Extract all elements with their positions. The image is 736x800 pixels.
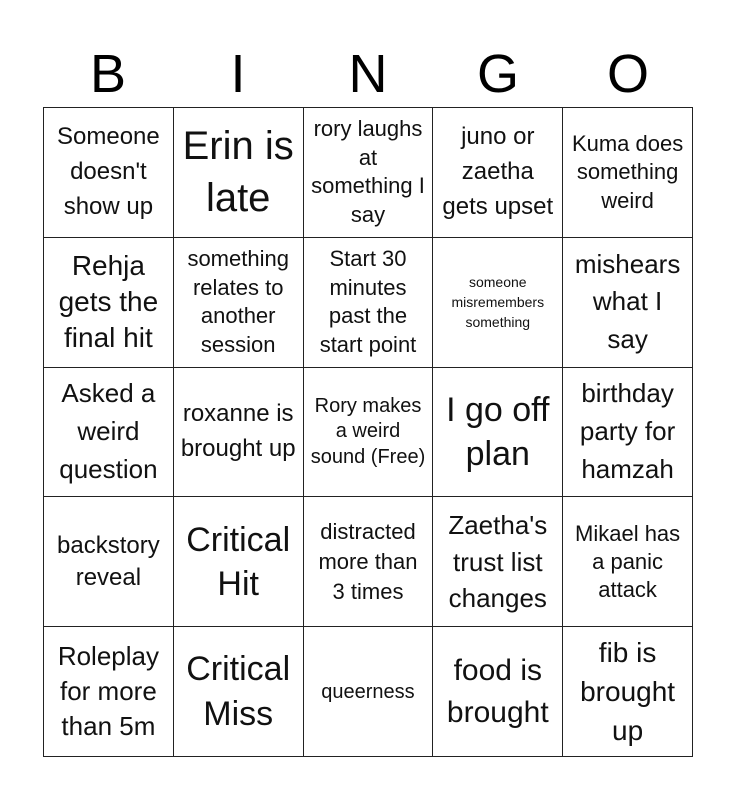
- header-letter-i: I: [230, 44, 246, 104]
- bingo-cell[interactable]: [433, 108, 563, 238]
- header-letter-g: G: [476, 44, 519, 104]
- cell-text: Kuma does something weird: [571, 130, 684, 213]
- bingo-cell[interactable]: [174, 627, 304, 757]
- cell-text: mishears what I say: [574, 248, 681, 355]
- cell-text: roxanne is brought up: [180, 400, 296, 462]
- cell-text: Critical Hit: [186, 520, 291, 603]
- cell-text: Critical Miss: [186, 650, 291, 733]
- cell-text: Asked a weird question: [59, 378, 158, 484]
- cell-text: Start 30 minutes past the start point: [319, 246, 417, 357]
- bingo-cell[interactable]: [563, 368, 693, 498]
- cell-text: juno or zaetha gets upset: [442, 123, 554, 220]
- bingo-cell[interactable]: [304, 627, 434, 757]
- bingo-cell[interactable]: [433, 497, 563, 627]
- bingo-cell[interactable]: [44, 368, 174, 498]
- bingo-cell[interactable]: [433, 238, 563, 368]
- header-letter-o: O: [606, 44, 649, 104]
- cell-text: distracted more than 3 times: [318, 519, 418, 604]
- cell-text: someone misremembers something: [451, 273, 545, 331]
- cell-text: queerness: [321, 680, 415, 703]
- header-letter-b: B: [89, 44, 127, 104]
- bingo-cell[interactable]: [304, 238, 434, 368]
- bingo-cell[interactable]: [174, 368, 304, 498]
- bingo-cell[interactable]: [44, 108, 174, 238]
- bingo-cell[interactable]: [563, 238, 693, 368]
- bingo-cell[interactable]: [44, 238, 174, 368]
- cell-text: Rehja gets the final hit: [58, 250, 159, 354]
- bingo-header: [43, 40, 693, 108]
- bingo-cell[interactable]: [304, 108, 434, 238]
- bingo-board: [43, 107, 693, 757]
- cell-text: backstory reveal: [57, 532, 160, 591]
- cell-text: Someone doesn't show up: [57, 123, 160, 220]
- bingo-cell[interactable]: [433, 627, 563, 757]
- header-letter-n: N: [348, 44, 388, 104]
- cell-text: birthday party for hamzah: [579, 378, 676, 484]
- bingo-cell[interactable]: [563, 497, 693, 627]
- cell-text: Mikael has a panic attack: [575, 520, 681, 602]
- cell-text: food is brought: [446, 654, 549, 729]
- bingo-cell[interactable]: [563, 627, 693, 757]
- cell-text: something relates to another session: [187, 246, 289, 357]
- bingo-cell[interactable]: [304, 497, 434, 627]
- cell-text: Roleplay for more than 5m: [57, 640, 159, 742]
- bingo-cell[interactable]: [174, 108, 304, 238]
- bingo-cell[interactable]: [44, 497, 174, 627]
- cell-text: Zaetha's trust list changes: [448, 510, 548, 613]
- bingo-cell[interactable]: [174, 497, 304, 627]
- bingo-cell[interactable]: [304, 368, 434, 498]
- cell-text: I go off plan: [446, 390, 550, 473]
- cell-text: rory laughs at something I say: [311, 116, 425, 227]
- cell-text: Erin is late: [182, 123, 294, 221]
- bingo-cell[interactable]: [433, 368, 563, 498]
- bingo-cell[interactable]: [563, 108, 693, 238]
- bingo-cell[interactable]: [44, 627, 174, 757]
- cell-text: fib is brought up: [580, 636, 676, 747]
- cell-text: Rory makes a weird sound (Free): [310, 394, 426, 468]
- bingo-cell[interactable]: [174, 238, 304, 368]
